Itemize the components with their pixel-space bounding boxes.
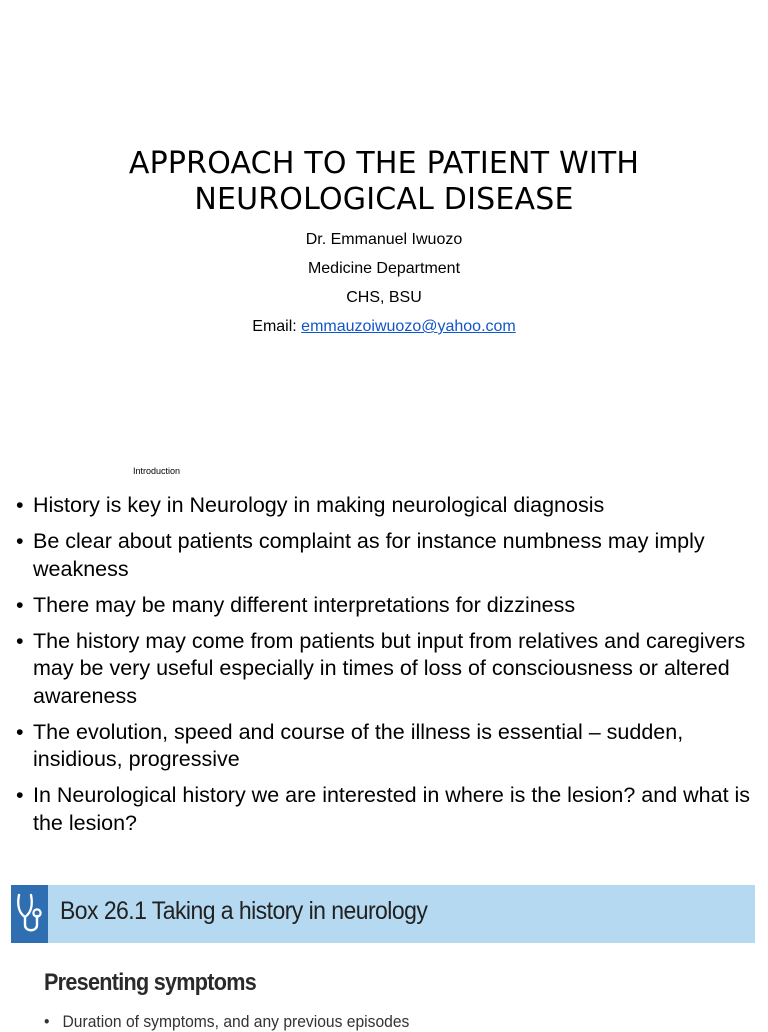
bullet-text: The history may come from patients but input from relatives and caregivers may be very useful especially in times of loss of consciousness or altered awareness bbox=[33, 628, 746, 708]
bullet-dot-icon: • bbox=[16, 719, 24, 744]
bullet-item bbox=[16, 492, 756, 520]
author-block bbox=[84, 229, 684, 345]
bullet-item bbox=[16, 628, 756, 711]
bullet-dot-icon: • bbox=[16, 628, 24, 653]
author-name: Dr. Emmanuel Iwuozo bbox=[305, 231, 463, 248]
slide-title bbox=[60, 146, 708, 218]
author-department: Medicine Department bbox=[307, 260, 461, 277]
bullet-dot-icon: • bbox=[16, 783, 24, 807]
author-email-line bbox=[84, 316, 684, 345]
bullet-text: History is key in Neurology in making neurological diagnosis bbox=[33, 493, 605, 517]
bullet-dot-icon: • bbox=[16, 529, 24, 553]
box-banner bbox=[11, 885, 755, 943]
symptom-item-text: Duration of symptoms, and any previous episodes bbox=[62, 1012, 410, 1031]
symptom-list-item bbox=[44, 1012, 409, 1032]
email-link[interactable]: emmauzoiwuozo@yahoo.com bbox=[301, 318, 516, 335]
bullet-text: In Neurological history we are interested in where is the lesion? and what is the lesion? bbox=[33, 783, 751, 835]
box-title: Box 26.1 Taking a history in neurology bbox=[60, 897, 428, 925]
slide-title-line-1: APPROACH TO THE PATIENT WITH bbox=[128, 146, 640, 181]
email-label: Email: bbox=[252, 318, 302, 335]
bullet-item bbox=[16, 592, 756, 620]
bullet-item bbox=[16, 719, 756, 774]
author-institution: CHS, BSU bbox=[346, 289, 422, 306]
banner-icon-cell bbox=[11, 885, 48, 943]
bullet-dot-icon: • bbox=[16, 493, 24, 517]
introduction-heading: Introduction bbox=[133, 466, 181, 476]
slide-title-line-2: NEUROLOGICAL DISEASE bbox=[194, 182, 574, 217]
bullet-dot-icon: • bbox=[44, 1012, 63, 1031]
bullet-text: There may be many different interpretations for dizziness bbox=[33, 592, 576, 617]
bullet-text: The evolution, speed and course of the illness is essential – sudden, insidious, progressive bbox=[33, 719, 684, 771]
bullet-item bbox=[16, 782, 756, 837]
bullet-text: Be clear about patients complaint as for instance numbness may imply weakness bbox=[33, 529, 705, 581]
presenting-symptoms-heading: Presenting symptoms bbox=[44, 969, 256, 996]
bullet-dot-icon: • bbox=[16, 592, 24, 617]
introduction-bullet-list bbox=[16, 492, 756, 846]
bullet-item bbox=[16, 528, 756, 583]
